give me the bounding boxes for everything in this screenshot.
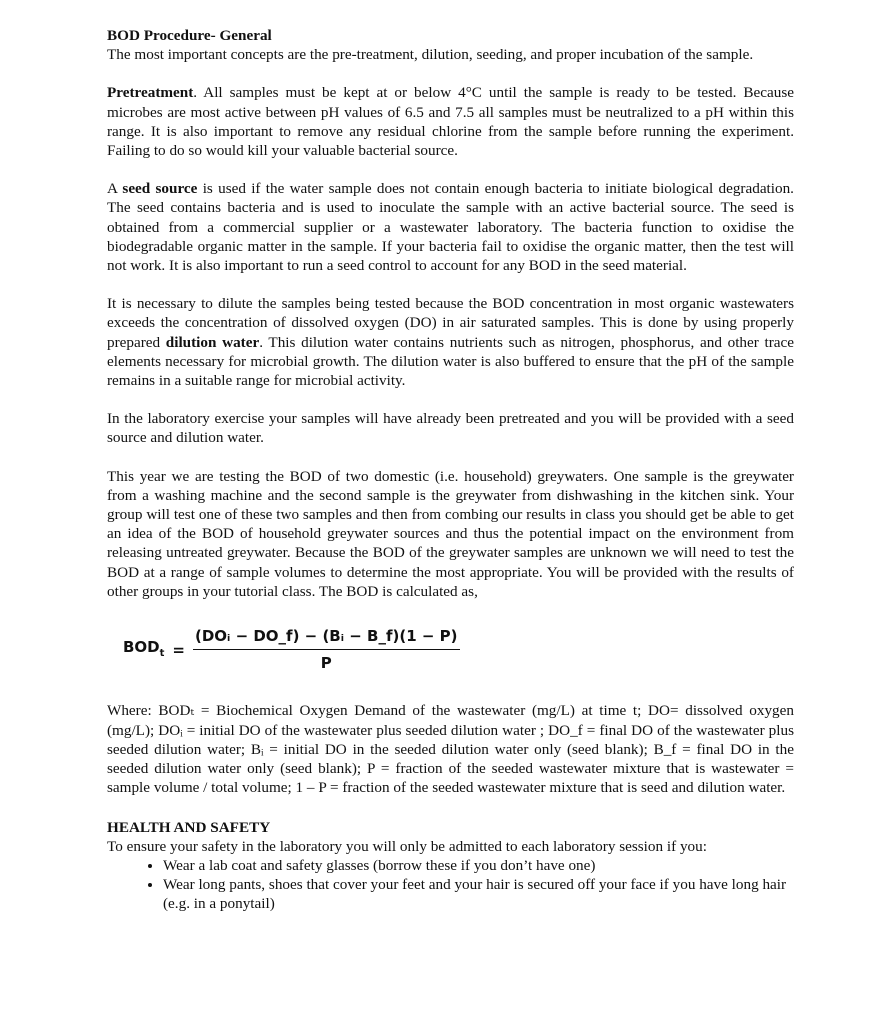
dilution-text: . This dilution water contains nutrients such as nitrogen, phosphorus, and other trace elements necessary for microbial growth. The dilution water is also buffered to ensure that the pH of the sample remains in a suitable range for microbial activity. [107, 333, 794, 390]
pretreatment-paragraph [107, 83, 794, 160]
seed-paragraph [107, 179, 794, 275]
list-item: • Wear long pants, shoes that cover your feet and your hair is secured off your face if you have long hair (e.g. in a ponytail) [163, 875, 794, 913]
this-year-paragraph: This year we are testing the BOD of two domestic (i.e. household) greywaters. One sample is the greywater from a washing machine and the second sample is the greywater from dishwashing in the kitchen sink. Your group will test one of these two samples and then from combing our results in class you should get be able to get an idea of the BOD of household greywater sources and thus the potential impact on the environment from releasing untreated greywater. Because the BOD of the greywater samples are unknown we will need to test the BOD at a range of sample volumes to determine the most appropriate. You will be provided with the results of other groups in your tutorial class. The BOD is calculated as, [107, 467, 794, 600]
list-item: • Wear a lab coat and safety glasses (borrow these if you don’t have one) [163, 856, 794, 875]
formula-denominator: P [320, 654, 332, 673]
where-paragraph: Where: BODₜ = Biochemical Oxygen Demand of the wastewater (mg/L) at time t; DO= dissolved oxygen (mg/L); DOᵢ = initial DO of the wastewater plus seeded dilution water ; DO_f = final DO of the wastewater plus seeded dilution water; Bᵢ = initial DO in the seeded dilution water only (seed blank); B_f = final DO in the seeded dilution water only (seed blank); P = fraction of the seeded wastewater mixture that is wastewater = sample volume / total volume; 1 – P = fraction of the seeded wastewater mixture that is seed and dilution water. [107, 702, 794, 797]
formula-fraction [193, 627, 460, 673]
formula-equals: = [172, 640, 185, 659]
dilution-pre: It is necessary to dilute the samples being tested because the BOD concentration in most organic wastewaters exceeds the concentration of dissolved oxygen (DO) in air saturated samples. This is done by using properly prepared [107, 295, 794, 351]
pretreatment-text: . All samples must be kept at or below 4°C until the sample is ready to be tested. Because microbes are most active between pH values of 6.5 and 7.5 all samples must be neutralized to a pH within this range. It is also important to remove any residual chlorine from the sample before running the experiment. Failing to do so would kill your valuable bacterial source. [107, 84, 794, 160]
dilution-paragraph [107, 294, 794, 390]
health-intro: To ensure your safety in the laboratory you will only be admitted to each laboratory session if you: [107, 837, 707, 855]
bod-formula [123, 627, 794, 673]
seed-pre: A [107, 180, 123, 198]
health-list [107, 856, 794, 914]
formula-numerator: (DOᵢ − DO_f) − (Bᵢ − B_f)(1 − P) [193, 627, 460, 650]
seed-text: is used if the water sample does not contain enough bacteria to initiate biological degradation. The seed contains bacteria and is used to inoculate the sample with an active bacterial source. The seed is obtained from a commercial supplier or a wastewater laboratory. The bacteria function to oxidise the biodegradable organic matter in the sample. If your bacteria fail to oxidise the organic matter, then the test will not work. It is also important to run a seed control to account for any BOD in the seed material. [107, 180, 794, 275]
health-safety-heading: HEALTH AND SAFETY [107, 818, 271, 836]
pretreatment-term: Pretreatment [107, 84, 194, 102]
intro-paragraph: The most important concepts are the pre-treatment, dilution, seeding, and proper incubation of the sample. [107, 46, 754, 64]
formula-lhs: $BOD_t$ [123, 637, 165, 659]
seed-term: seed source [122, 180, 198, 198]
section-heading: BOD Procedure- General [107, 27, 272, 44]
lab-exercise-paragraph: In the laboratory exercise your samples will have already been pretreated and you will be provided with a seed source and dilution water. [107, 410, 794, 447]
dilution-term: dilution water [165, 333, 260, 351]
